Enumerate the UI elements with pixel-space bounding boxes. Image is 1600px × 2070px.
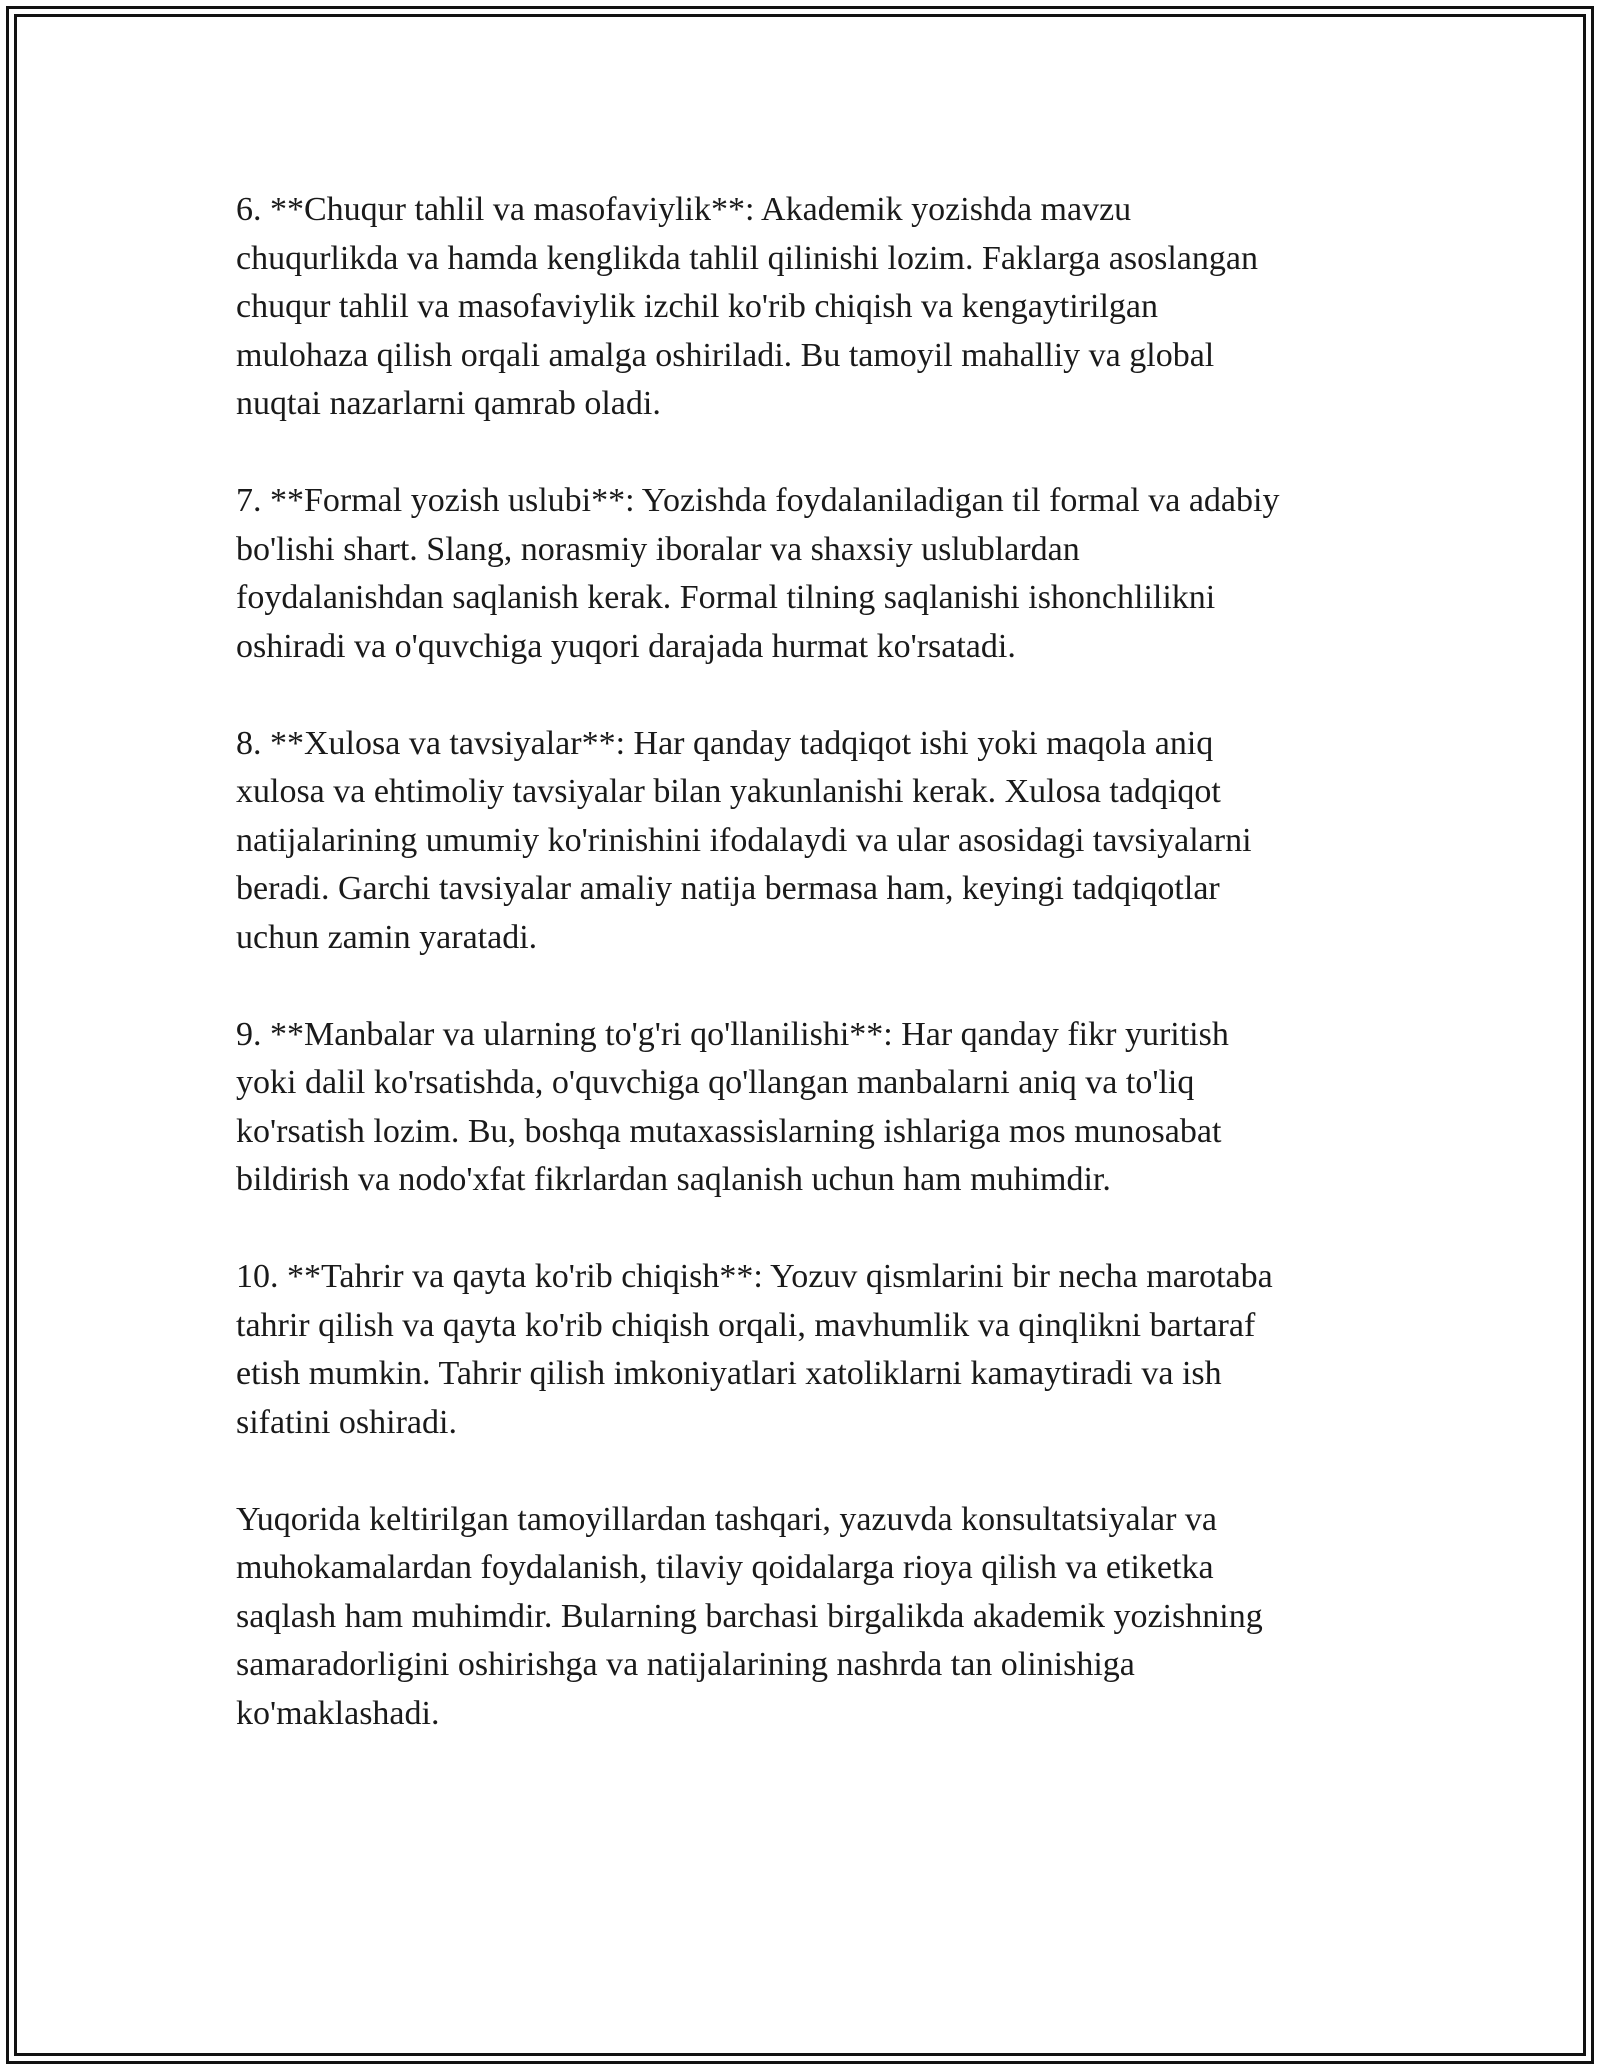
document-body xyxy=(236,186,1386,1787)
paragraph-item-6: 6. **Chuqur tahlil va masofaviylik**: Akademik yozishda mavzu chuqurlikda va hamda kenglikda tahlil qilinishi lozim. Faklarga asoslangan chuqur tahlil va masofaviylik izchil ko'rib chiqish va kengaytirilgan mulohaza qilish orqali amalga oshiriladi. Bu tamoyil mahalliy va global nuqtai nazarlarni qamrab oladi. xyxy=(236,191,1258,422)
paragraph-item-9: 9. **Manbalar va ularning to'g'ri qo'llanilishi**: Har qanday fikr yuritish yoki dalil ko'rsatishda, o'quvchiga qo'llangan manbalarni aniq va to'liq ko'rsatish lozim. Bu, boshqa mutaxassislarning ishlariga mos munosabat bildirish va nodo'xfat fikrlardan saqlanish uchun ham muhimdir. xyxy=(236,1015,1229,1198)
paragraph-item-8: 8. **Xulosa va tavsiyalar**: Har qanday tadqiqot ishi yoki maqola aniq xulosa va ehtimoliy tavsiyalar bilan yakunlanishi kerak. Xulosa tadqiqot natijalarining umumiy ko'rinishini ifodalaydi va ular asosidagi tavsiyalarni beradi. Garchi tavsiyalar amaliy natija bermasa ham, keyingi tadqiqotlar uchun zamin yaratadi. xyxy=(236,724,1252,956)
paragraph-item-7: 7. **Formal yozish uslubi**: Yozishda foydalaniladigan til formal va adabiy bo'lishi shart. Slang, norasmiy iboralar va shaxsiy uslublardan foydalanishdan saqlanish kerak. Formal tilning saqlanishi ishonchlilikni oshiradi va o'quvchiga yuqori darajada hurmat ko'rsatadi. xyxy=(236,482,1280,665)
paragraph-item-10: 10. **Tahrir va qayta ko'rib chiqish**: Yozuv qismlarini bir necha marotaba tahrir qilish va qayta ko'rib chiqish orqali, mavhumlik va qinqlikni bartaraf etish mumkin. Tahrir qilish imkoniyatlari xatoliklarni kamaytiradi va ish sifatini oshiradi. xyxy=(236,1258,1273,1441)
paragraph-conclusion: Yuqorida keltirilgan tamoyillardan tashqari, yazuvda konsultatsiyalar va muhokamalardan foydalanish, tilaviy qoidalarga rioya qilish va etiketka saqlash ham muhimdir. Bularning barchasi birgalikda akademik yozishning samaradorligini oshirishga va natijalarining nashrda tan olinishiga ko'maklashadi. xyxy=(236,1500,1263,1732)
